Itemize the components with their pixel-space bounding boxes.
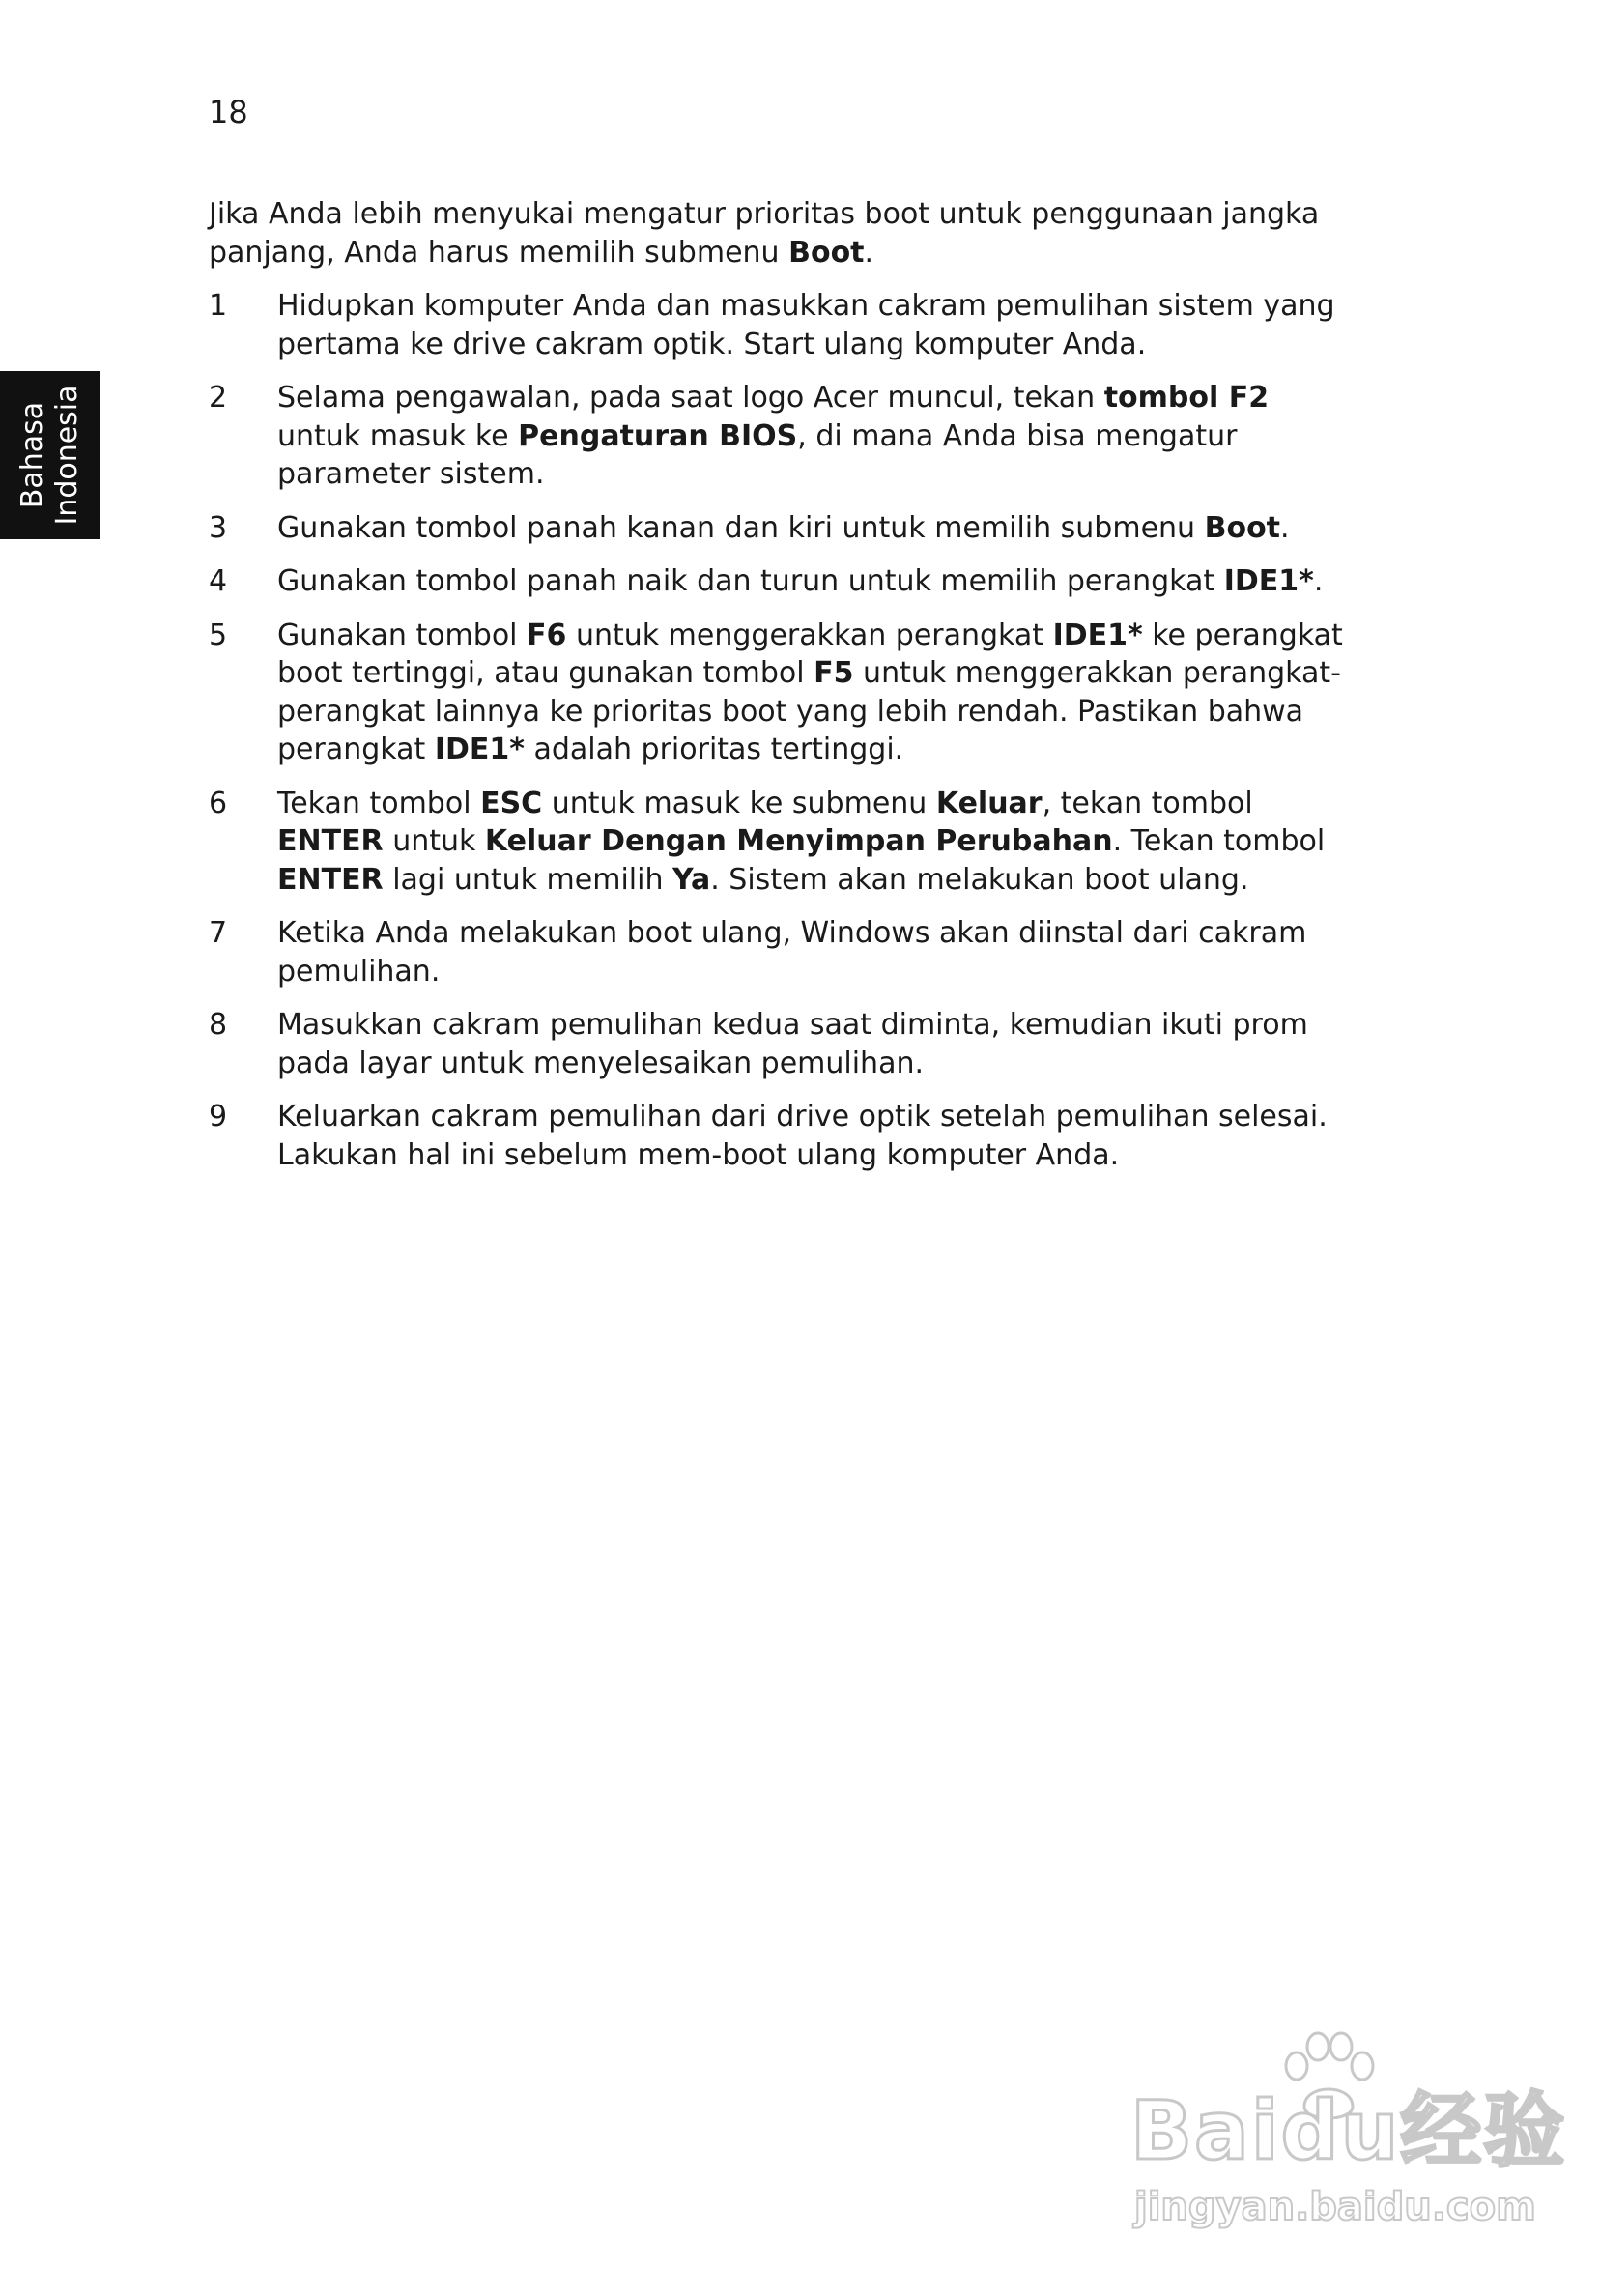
step-text <box>277 787 1325 897</box>
text-run: untuk masuk ke submenu <box>542 786 936 820</box>
step-number: 7 <box>209 916 228 950</box>
step-number: 4 <box>209 564 228 598</box>
text-run: . <box>1313 564 1324 598</box>
step-text <box>277 1100 1328 1172</box>
intro-paragraph <box>209 195 1349 272</box>
bold-term: Boot <box>1204 510 1281 545</box>
text-run: . <box>864 235 874 270</box>
page-number: 18 <box>209 94 248 130</box>
bold-term: ENTER <box>277 824 384 858</box>
bold-term: F6 <box>527 617 567 652</box>
step-number: 1 <box>209 289 228 323</box>
text-run: untuk masuk ke <box>277 418 519 453</box>
text-run: Tekan tombol <box>277 786 481 820</box>
step-item <box>209 1098 1349 1174</box>
text-run: . Tekan tombol <box>1112 824 1326 858</box>
text-run: . Sistem akan melakukan boot ulang. <box>710 862 1249 897</box>
step-text <box>277 618 1343 767</box>
language-tab-line1: Bahasa <box>15 401 49 509</box>
bold-term: IDE1* <box>1052 617 1143 652</box>
text-run: , di mana Anda bisa mengatur parameter sistem. <box>277 418 1238 491</box>
step-text <box>277 511 1290 545</box>
bold-term: IDE1* <box>1223 564 1314 598</box>
bold-term: Pengaturan BIOS <box>518 418 798 453</box>
bold-term: F5 <box>814 656 854 690</box>
watermark-logo: Baidu经验 <box>1130 2083 1567 2178</box>
text-run: Jika Anda lebih menyukai mengatur prioritas boot untuk penggunaan jangka panjang, Anda harus memilih submenu <box>209 197 1320 270</box>
text-run: Gunakan tombol panah kanan dan kiri untuk memilih submenu <box>277 510 1205 545</box>
bold-term: ENTER <box>277 862 384 897</box>
document-body <box>209 195 1349 1190</box>
step-number: 5 <box>209 617 228 652</box>
bold-term: ESC <box>480 786 543 820</box>
text-run: Ketika Anda melakukan boot ulang, Windows akan diinstal dari cakram pemulihan. <box>277 916 1307 989</box>
text-run: lagi untuk memilih <box>383 862 673 897</box>
language-side-tab <box>0 371 100 539</box>
step-text <box>277 916 1306 989</box>
step-item <box>209 287 1349 363</box>
step-number: 3 <box>209 510 228 545</box>
bold-term: IDE1* <box>434 732 525 766</box>
text-run: Selama pengawalan, pada saat logo Acer muncul, tekan <box>277 381 1104 415</box>
text-run: Gunakan tombol <box>277 617 528 652</box>
step-item <box>209 1006 1349 1082</box>
step-number: 9 <box>209 1100 228 1134</box>
bold-term: Ya <box>672 862 711 897</box>
text-run: Hidupkan komputer Anda dan masukkan cakram pemulihan sistem yang pertama ke drive cakram optik. Start ulang komputer Anda. <box>277 289 1335 361</box>
watermark-url: jingyan.baidu.com <box>1134 2185 1536 2229</box>
step-text <box>277 1008 1308 1080</box>
text-run: Gunakan tombol panah naik dan turun untuk memilih perangkat <box>277 564 1224 598</box>
bold-term: Keluar Dengan Menyimpan Perubahan <box>484 824 1113 858</box>
step-item <box>209 509 1349 548</box>
step-item <box>209 785 1349 900</box>
text-run: untuk <box>383 824 485 858</box>
language-tab-label <box>15 371 85 539</box>
text-run: untuk menggerakkan perangkat-perangkat lainnya ke prioritas boot yang lebih rendah. Pastikan bahwa perangkat <box>277 656 1341 766</box>
step-text <box>277 564 1323 598</box>
step-item <box>209 617 1349 769</box>
step-text <box>277 381 1269 491</box>
bold-term: Boot <box>788 235 865 270</box>
text-run: , tekan tombol <box>1042 786 1253 820</box>
text-run: untuk menggerakkan perangkat <box>566 617 1053 652</box>
step-number: 2 <box>209 381 228 415</box>
step-item <box>209 562 1349 601</box>
baidu-watermark <box>1130 2029 1567 2242</box>
step-item <box>209 379 1349 494</box>
step-number: 8 <box>209 1008 228 1042</box>
step-item <box>209 914 1349 990</box>
text-run: . <box>1280 510 1290 545</box>
text-run: Keluarkan cakram pemulihan dari drive optik setelah pemulihan selesai. Lakukan hal ini sebelum mem-boot ulang komputer Anda. <box>277 1100 1328 1172</box>
steps-list <box>209 287 1349 1174</box>
step-text <box>277 289 1335 361</box>
text-run: adalah prioritas tertinggi. <box>524 732 904 766</box>
bold-term: tombol F2 <box>1103 381 1270 415</box>
text-run: Masukkan cakram pemulihan kedua saat diminta, kemudian ikuti prom pada layar untuk menyelesaikan pemulihan. <box>277 1008 1308 1080</box>
text-run: ke perangkat boot tertinggi, atau gunakan tombol <box>277 617 1343 690</box>
language-tab-line2: Indonesia <box>50 385 84 526</box>
bold-term: Keluar <box>935 786 1043 820</box>
step-number: 6 <box>209 786 228 820</box>
